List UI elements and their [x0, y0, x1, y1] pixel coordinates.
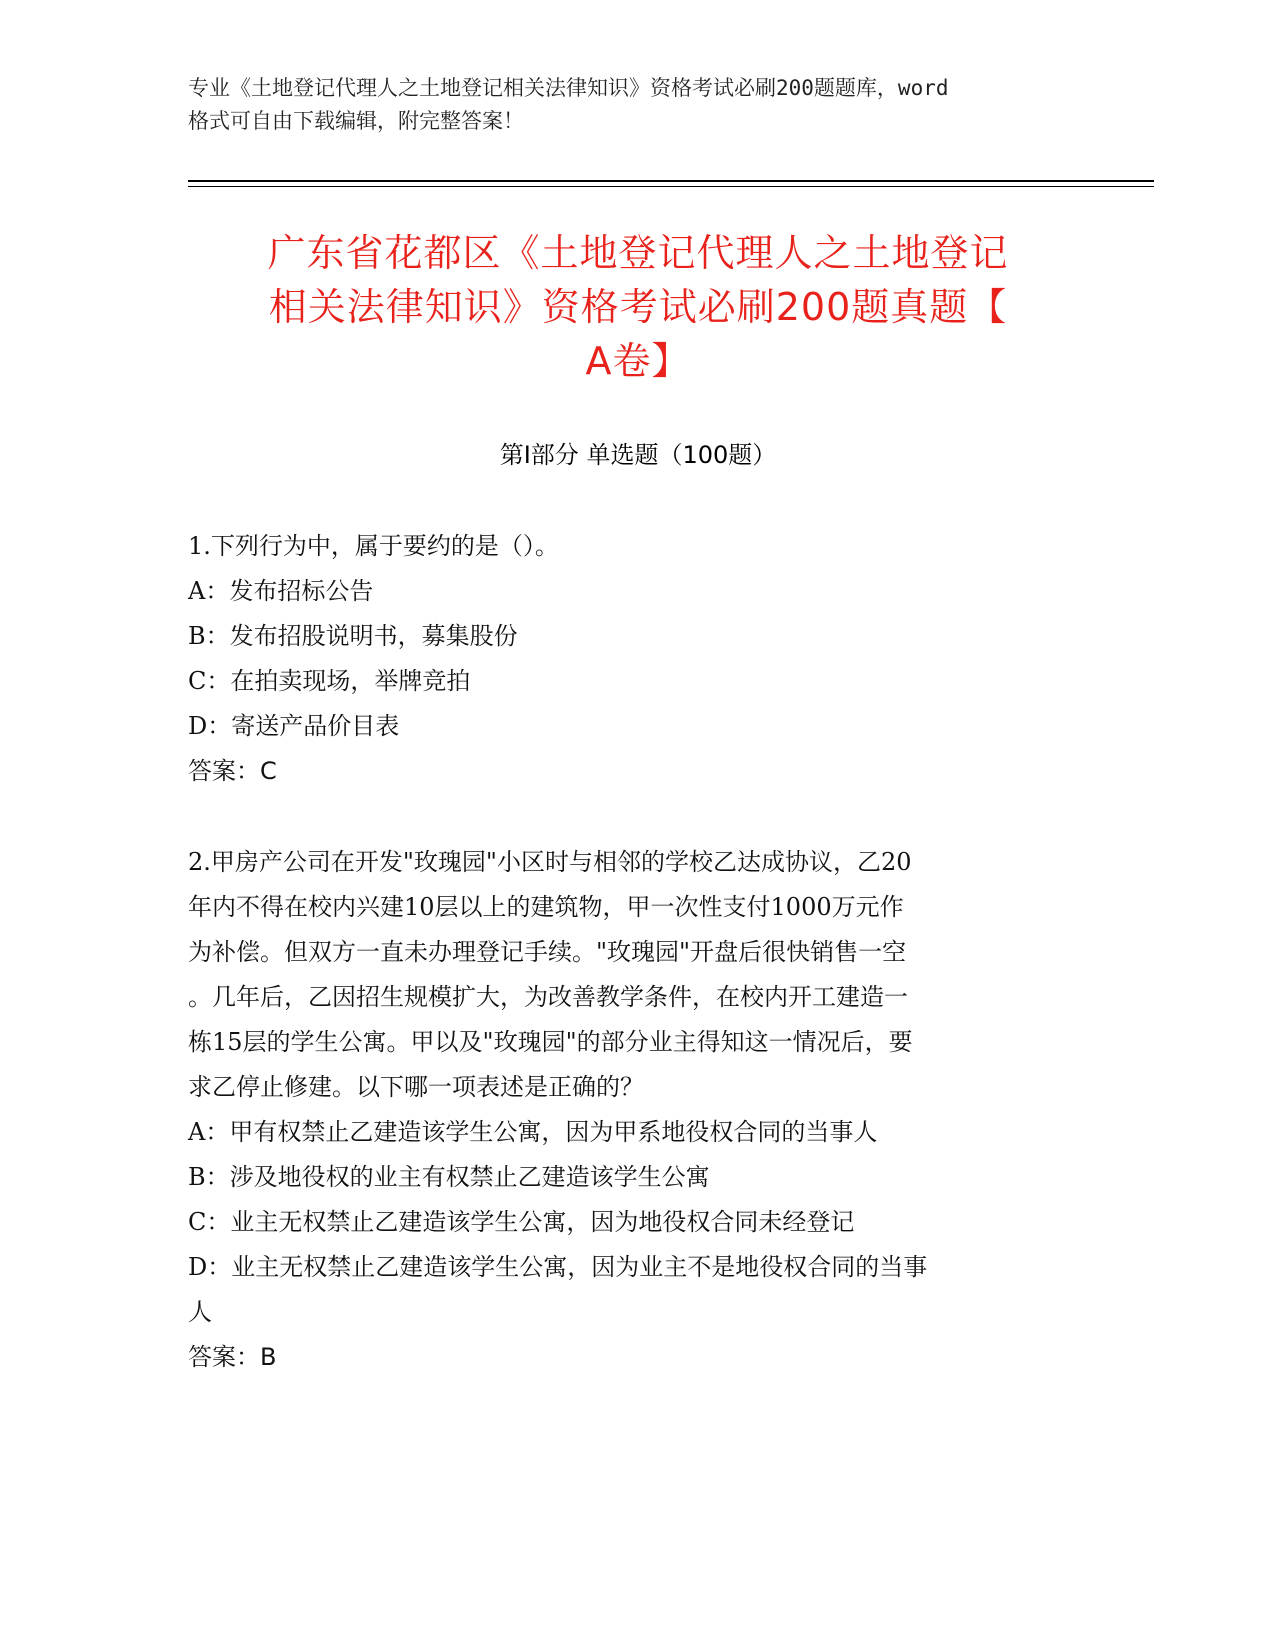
question-2-stem-line-1: 2.甲房产公司在开发"玫瑰园"小区时与相邻的学校乙达成协议，乙20: [188, 848, 912, 876]
header-note-line-2: 格式可自由下载编辑，附完整答案！: [188, 109, 524, 133]
question-1-option-c: C：在拍卖现场，举牌竞拍: [188, 667, 471, 695]
question-2-option-b: B：涉及地役权的业主有权禁止乙建造该学生公寓: [188, 1163, 710, 1191]
document-title-line-2: 相关法律知识》资格考试必刷200题真题【: [268, 285, 1008, 329]
question-1-answer: 答案：C: [188, 757, 277, 785]
header-divider-thick: [188, 180, 1154, 182]
question-1-option-b: B：发布招股说明书，募集股份: [188, 622, 518, 650]
document-title-line-1: 广东省花都区《土地登记代理人之土地登记: [267, 231, 1009, 275]
question-2-answer: 答案：B: [188, 1343, 277, 1371]
question-2-stem-line-4: 。几年后，乙因招生规模扩大，为改善教学条件，在校内开工建造一: [188, 983, 908, 1011]
question-2-stem-line-6: 求乙停止修建。以下哪一项表述是正确的？: [188, 1073, 644, 1101]
document-title: [188, 226, 1088, 388]
header-divider-thin: [188, 186, 1154, 187]
question-2: [188, 840, 1068, 1380]
question-2-option-d-continued: 人: [188, 1298, 212, 1326]
question-1-option-a: A：发布招标公告: [188, 577, 374, 605]
question-1-option-d: D：寄送产品价目表: [188, 712, 400, 740]
question-2-stem-line-2: 年内不得在校内兴建10层以上的建筑物，甲一次性支付1000万元作: [188, 893, 904, 921]
section-heading: 第Ⅰ部分 单选题（100题）: [499, 441, 777, 469]
question-2-option-d: D：业主无权禁止乙建造该学生公寓，因为业主不是地役权合同的当事: [188, 1253, 928, 1281]
document-title-line-3: A卷】: [585, 339, 691, 383]
question-2-stem-line-5: 栋15层的学生公寓。甲以及"玫瑰园"的部分业主得知这一情况后，要: [188, 1028, 913, 1056]
question-2-stem-line-3: 为补偿。但双方一直未办理登记手续。"玫瑰园"开盘后很快销售一空: [188, 938, 907, 966]
question-1-stem: 1.下列行为中，属于要约的是（）。: [188, 532, 559, 560]
question-2-option-a: A：甲有权禁止乙建造该学生公寓，因为甲系地役权合同的当事人: [188, 1118, 878, 1146]
header-note-line-1: 专业《土地登记代理人之土地登记相关法律知识》资格考试必刷200题题库，word: [188, 76, 949, 100]
header-note: [188, 72, 1088, 138]
question-2-option-c: C：业主无权禁止乙建造该学生公寓，因为地役权合同未经登记: [188, 1208, 855, 1236]
question-1: [188, 524, 1068, 794]
